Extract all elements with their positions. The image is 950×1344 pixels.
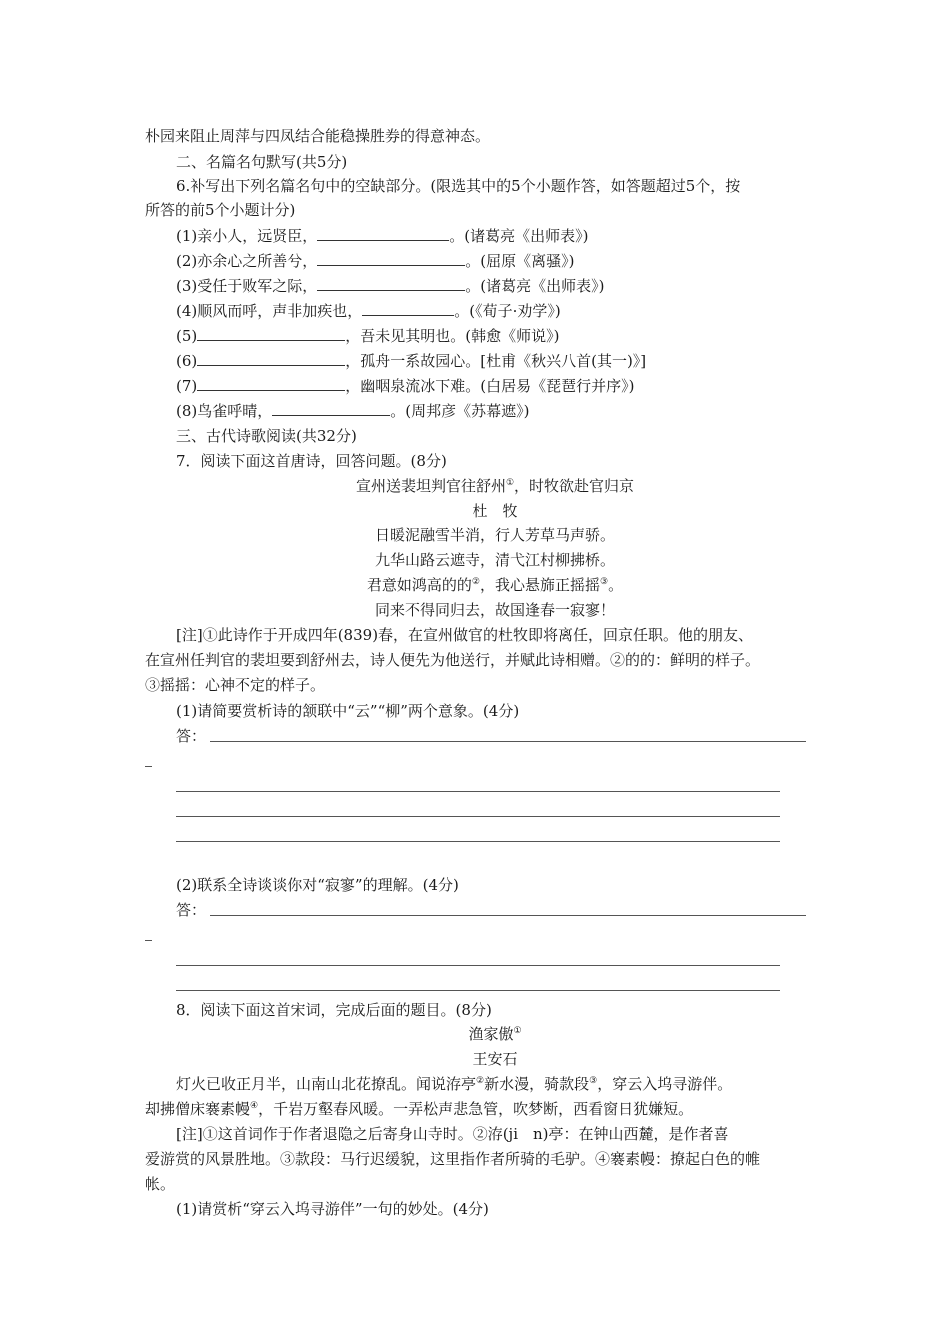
answer-label: 答： [176, 901, 207, 919]
item-source: 。(周邦彦《苏幕遮》) [390, 402, 530, 420]
fill-blank[interactable] [272, 399, 390, 416]
footnote-mark: ④ [250, 1101, 259, 1111]
footnote-mark: ② [471, 577, 480, 587]
item-source: 。(屈原《离骚》) [465, 252, 575, 270]
q8-author: 王安石 [472, 1050, 518, 1068]
answer-line-stub [145, 940, 152, 941]
poem-title-text: 宣州送裴坦判官往舒州 [355, 477, 506, 495]
footnote-mark: ② [476, 1076, 485, 1086]
q6-item-2 [176, 249, 842, 273]
q6-item-4 [176, 299, 842, 323]
answer-line-stub [145, 766, 152, 767]
item-source: 。(《荀子·劝学》) [454, 302, 561, 320]
q7-poem-author: 杜 牧 [472, 502, 518, 520]
poem-title-tail: ，时牧欲赴官归京 [514, 477, 635, 495]
poem-line-4: 同来不得同归去，故国逢春一寂寥！ [374, 601, 615, 619]
q7-sub1: (1)请简要赏析诗的颔联中“云”“柳”两个意象。(4分) [176, 702, 520, 720]
answer-line[interactable] [176, 841, 780, 842]
body-text: ，穿云入坞寻游伴。 [597, 1075, 733, 1093]
item-source: ，幽咽泉流冰下难。(白居易《琵琶行并序》) [345, 377, 635, 395]
footnote-mark: ① [513, 1026, 522, 1036]
q7-notes-line3: ③摇摇：心神不定的样子。 [145, 676, 326, 694]
poem-line-3-mid: ，我心悬旆正摇摇 [479, 576, 600, 594]
item-source: 。(诸葛亮《出师表》) [449, 227, 589, 245]
ci-title-text: 渔家傲 [468, 1025, 514, 1043]
item-source: 。(诸葛亮《出师表》) [465, 277, 605, 295]
item-text: (1)亲小人，远贤臣， [176, 227, 318, 245]
body-text: 新水漫，骑款段 [484, 1075, 590, 1093]
q6-item-7 [176, 374, 842, 398]
fill-blank[interactable] [197, 374, 345, 391]
q7-notes-line2: 在宣州任判官的裴坦要到舒州去，诗人便先为他送行，并赋此诗相赠。②的的：鲜明的样子。 [145, 651, 761, 669]
q7-sub2: (2)联系全诗谈谈你对“寂寥”的理解。(4分) [176, 876, 459, 894]
item-source: ，孤舟一系故园心。[杜甫《秋兴八首(其一)》] [345, 352, 647, 370]
q8-notes-line1: [注]①这首词作于作者退隐之后寄身山寺时。②洊(ji n)亭：在钟山西麓，是作者喜 [176, 1125, 729, 1143]
q8-body-line2 [145, 1097, 811, 1121]
q8-sub1: (1)请赏析“穿云入坞寻游伴”一句的妙处。(4分) [176, 1200, 489, 1218]
item-text: (6) [176, 352, 198, 370]
item-text: (3)受任于败军之际， [176, 277, 318, 295]
item-source: ，吾未见其明也。(韩愈《师说》) [345, 327, 560, 345]
answer-line[interactable] [176, 791, 780, 792]
fill-blank[interactable] [317, 249, 465, 266]
poem-line-1: 日暖泥融雪半消，行人芳草马声骄。 [374, 526, 615, 544]
q6-item-8 [176, 399, 842, 423]
q8-body-line1 [176, 1072, 842, 1096]
answer-line[interactable] [176, 816, 780, 817]
q8-prompt: 8．阅读下面这首宋词，完成后面的题目。(8分) [176, 1001, 492, 1019]
q8-notes-line2: 爱游赏的风景胜地。③款段：马行迟缓貌，这里指作者所骑的毛驴。④褰素幔：撩起白色的帷 [145, 1150, 761, 1168]
fill-blank[interactable] [317, 274, 465, 291]
poem-line-2: 九华山路云遮寺，清弋江村柳拂桥。 [374, 551, 615, 569]
q6-item-5 [176, 324, 842, 348]
poem-line-3-end: 。 [608, 576, 624, 594]
body-text: 灯火已收正月半，山南山北花撩乱。闻说洊亭 [176, 1075, 477, 1093]
item-text: (2)亦余心之所善兮， [176, 252, 318, 270]
footnote-mark: ① [505, 478, 515, 488]
answer-line[interactable] [210, 915, 806, 916]
answer-label: 答： [176, 727, 207, 745]
q6-prompt-line2: 所答的前5个小题计分) [145, 201, 296, 219]
q6-prompt-line1: 6.补写出下列名篇名句中的空缺部分。(限选其中的5个小题作答，如答题超过5个，按 [176, 177, 741, 195]
poem-line-3 [145, 573, 845, 597]
section3-title: 三、古代诗歌阅读(共32分) [176, 427, 357, 445]
item-text: (8)鸟雀呼晴， [176, 402, 273, 420]
q7-poem-title [145, 474, 845, 498]
fill-blank[interactable] [197, 324, 345, 341]
intro-tail: 朴园来阻止周萍与四凤结合能稳操胜券的得意神态。 [145, 127, 491, 145]
poem-line-3-text: 君意如鸿高的的 [366, 576, 472, 594]
item-text: (7) [176, 377, 198, 395]
item-text: (5) [176, 327, 198, 345]
answer-line[interactable] [176, 965, 780, 966]
answer-line[interactable] [176, 990, 780, 991]
q8-notes-line3: 帐。 [145, 1175, 176, 1193]
q7-notes-line1: [注]①此诗作于开成四年(839)春，在宣州做官的杜牧即将离任，回京任职。他的朋友、 [176, 626, 754, 644]
q6-item-1 [176, 224, 842, 248]
fill-blank[interactable] [317, 224, 449, 241]
body-text: ，千岩万壑春风暖。一弄松声悲急管，吹梦断，西看窗日犹嫌短。 [258, 1100, 694, 1118]
item-text: (4)顺风而呼，声非加疾也， [176, 302, 363, 320]
fill-blank[interactable] [197, 349, 345, 366]
answer-line[interactable] [210, 741, 806, 742]
q7-prompt: 7．阅读下面这首唐诗，回答问题。(8分) [176, 452, 447, 470]
fill-blank[interactable] [362, 299, 454, 316]
section2-title: 二、名篇名句默写(共5分) [176, 153, 348, 171]
q8-title [145, 1022, 845, 1046]
footnote-mark: ③ [589, 1076, 598, 1086]
q6-item-3 [176, 274, 842, 298]
body-text: 却拂僧床褰素幔 [145, 1100, 251, 1118]
footnote-mark: ③ [600, 577, 609, 587]
q6-item-6 [176, 349, 842, 373]
